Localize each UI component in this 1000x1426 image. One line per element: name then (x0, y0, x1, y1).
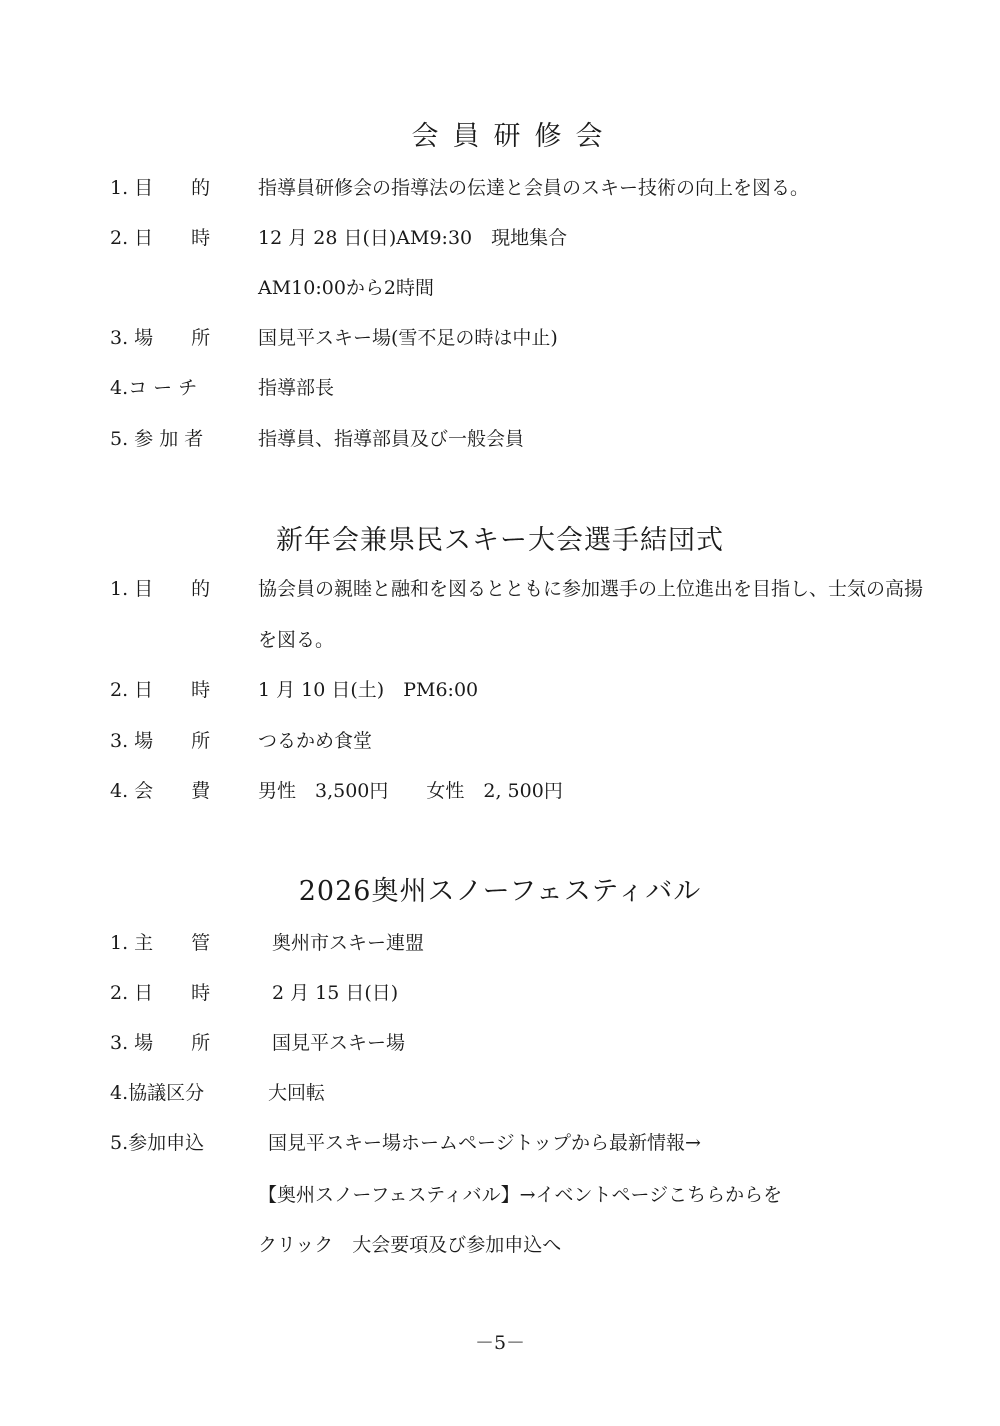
section2-item (0, 726, 1000, 758)
item-label: 2. 日 時 (110, 679, 211, 701)
section2-item (0, 574, 1000, 606)
item-value: 国見平スキー場(雪不足の時は中止) (258, 327, 558, 349)
item-value: つるかめ食堂 (258, 730, 373, 752)
item-value: 奥州市スキー連盟 (272, 932, 425, 954)
item-value: クリック 大会要項及び参加申込へ (258, 1234, 562, 1256)
section2-item (0, 776, 1000, 808)
section2-title: 新年会兼県民スキー大会選手結団式 (276, 525, 724, 556)
item-value: 国見平スキー場ホームページトップから最新情報→ (268, 1132, 701, 1154)
section1-item (0, 173, 1000, 205)
item-value: 1 月 10 日(土) PM6:00 (258, 679, 479, 701)
section1-item (0, 323, 1000, 355)
item-label: 4.協議区分 (110, 1082, 205, 1104)
item-label: 1. 目 的 (110, 177, 211, 199)
item-label: 3. 場 所 (110, 730, 211, 752)
item-value: AM10:00から2時間 (258, 277, 435, 299)
section3-item-continuation (0, 1180, 1000, 1212)
item-label: 4.コ ー チ (110, 377, 198, 399)
section1-title: 会員研修会 (411, 121, 617, 152)
section3-title: 2026奥州スノーフェスティバル (298, 876, 702, 907)
section1-item (0, 223, 1000, 255)
page-number: －5－ (474, 1332, 526, 1354)
item-label: 2. 日 時 (110, 982, 211, 1004)
section3-item (0, 1028, 1000, 1060)
item-value: 大回転 (268, 1082, 326, 1104)
item-label: 5. 参 加 者 (110, 428, 204, 450)
section2-item (0, 675, 1000, 707)
item-label: 1. 主 管 (110, 932, 211, 954)
item-label: 3. 場 所 (110, 327, 211, 349)
item-label: 1. 目 的 (110, 578, 211, 600)
section2-item-continuation (0, 625, 1000, 657)
item-value: 指導部長 (258, 377, 335, 399)
item-value: を図る。 (258, 629, 335, 651)
section3-item (0, 928, 1000, 960)
section1-item-continuation (0, 273, 1000, 305)
section3-item (0, 1078, 1000, 1110)
item-value: 国見平スキー場 (272, 1032, 406, 1054)
section3-item (0, 978, 1000, 1010)
item-value: 指導員、指導部員及び一般会員 (258, 428, 525, 450)
section1-item (0, 424, 1000, 456)
item-value: 12 月 28 日(日)AM9:30 現地集合 (258, 227, 568, 249)
item-value: 男性 3,500円 女性 2, 500円 (258, 780, 563, 802)
item-value: 【奥州スノーフェスティバル】→イベントページこちらからを (258, 1184, 783, 1206)
item-label: 2. 日 時 (110, 227, 211, 249)
section3-item (0, 1128, 1000, 1160)
item-value: 2 月 15 日(日) (272, 982, 399, 1004)
item-value: 指導員研修会の指導法の伝達と会員のスキー技術の向上を図る。 (258, 177, 810, 199)
item-value: 協会員の親睦と融和を図るとともに参加選手の上位進出を目指し、士気の高揚 (258, 578, 924, 600)
item-label: 4. 会 費 (110, 780, 211, 802)
section3-item-continuation (0, 1230, 1000, 1262)
item-label: 5.参加申込 (110, 1132, 205, 1154)
item-label: 3. 場 所 (110, 1032, 211, 1054)
section1-item (0, 373, 1000, 405)
